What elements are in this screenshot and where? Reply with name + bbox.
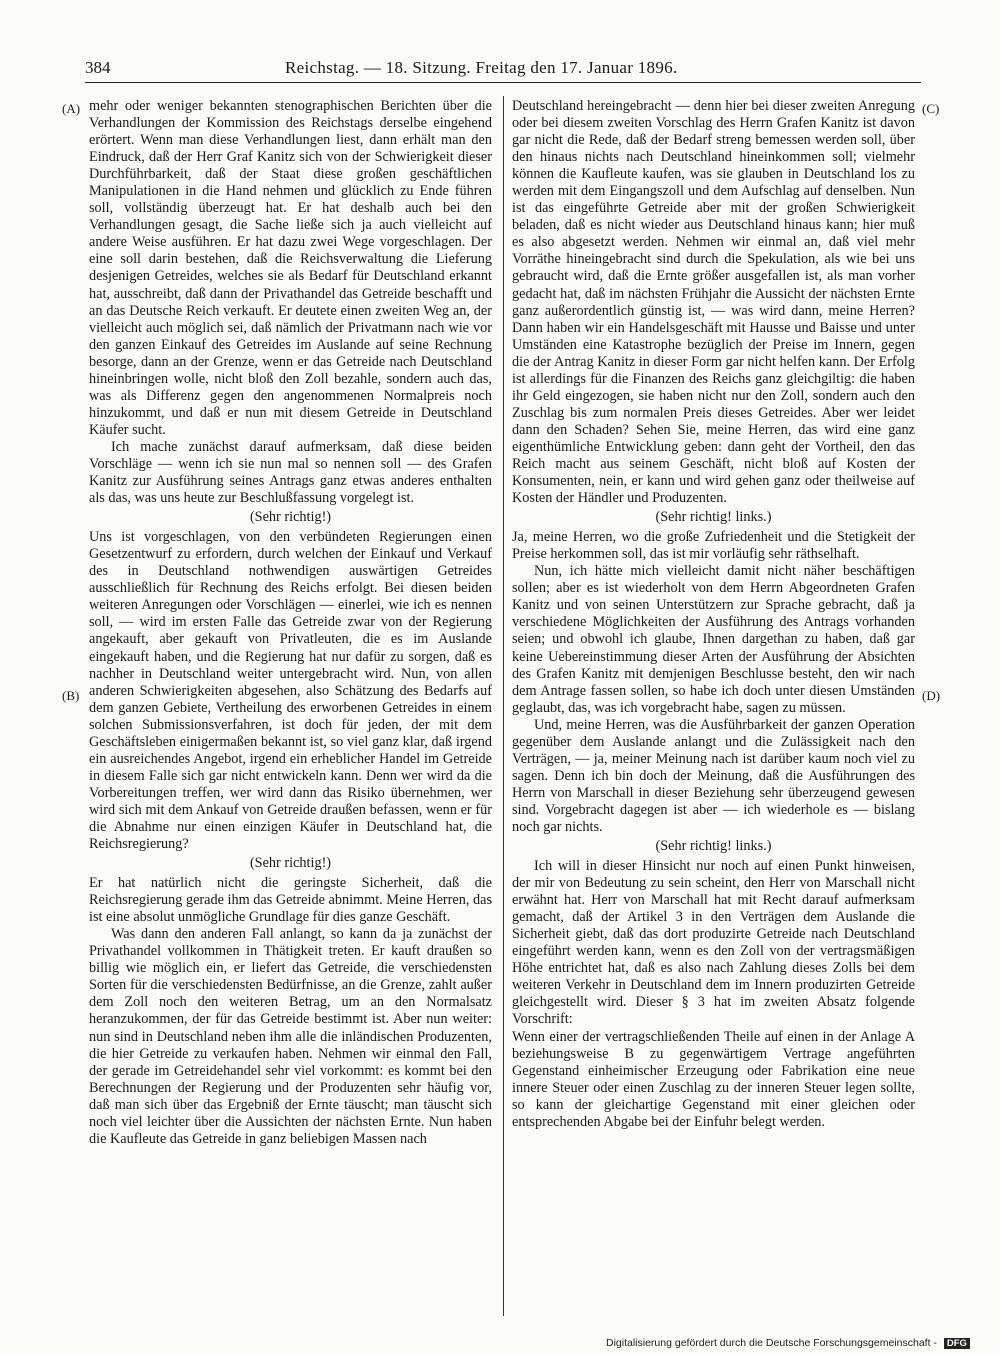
right-column <box>512 98 915 1131</box>
left-column <box>89 98 492 1148</box>
paragraph: Uns ist vorgeschlagen, von den verbündeten Regierungen einen Gesetzentwurf zu erfordern, durch welchen der Einkauf und Verkauf des in Deutschland nothwendigen auswärtigen Getreides ausschließlich für Rechnung des Reichs erfolgt. Bei diesen beiden weiteren Anregungen oder Vorschlägen — einerlei, wie ich es nennen soll, — wird im ersten Falle das Getreide zwar von der Regierung angekauft, aber gekauft von Privatleuten, die es im Auslande eingekauft haben, und die Regierung hat nur dafür zu sorgen, daß es nachher in Deutschland weiter untergebracht wird. Nun, von allen anderen Schwierigkeiten abgesehen, also Schätzung des Bedarfs auf dem ganzen Gebiete, Vertheilung des erworbenen Getreides in einem solchen Submissionsverfahren, ist doch für jeden, der mit dem Geschäftsleben einigermaßen bekannt ist, so viel ganz klar, daß irgend ein ausreichendes Angebot, irgend ein erheblicher Handel im Getreide in diesem Falle sich gar nicht entwickeln kann. Denn wer wird da die Vorbereitungen treffen, wer wird dann das Risiko übernehmen, wer wird sich mit dem Ankauf von Getreide draußen befassen, wenn er für die Abnahme nur einen einzigen Käufer in Deutschland hat, die Reichsregierung? <box>89 529 492 853</box>
interjection: (Sehr richtig!) <box>249 509 332 526</box>
running-head: Reichstag. — 18. Sitzung. Freitag den 17. Januar 1896. <box>285 58 678 77</box>
footer-text: Digitalisierung gefördert durch die Deutsche Forschungsgemeinschaft - <box>606 1337 937 1349</box>
interjection: (Sehr richtig!) <box>249 855 332 872</box>
paragraph: Ich will in dieser Hinsicht nur noch auf einen Punkt hinweisen, der mir von Bedeutung zu sein scheint, den Herr von Marschall nicht erwähnt hat. Herr von Marschall hat mit Recht darauf aufmerksam gemacht, daß der Artikel 3 in den Verträgen dem Auslande die Sicherheit giebt, daß das dort produzirte Getreide nach Deutschland eingeführt werden kann, wenn es den Zoll von der vertragsmäßigen Höhe entrichtet hat, daß es also nach Zahlung dieses Zolls bei dem weiteren Verkehr in Deutschland dem im Innern produzirten Getreide gleichgestellt wird. Dieser § 3 hat im zweiten Absatz folgende Vorschrift: <box>512 858 915 1028</box>
digitization-footer <box>606 1337 970 1351</box>
paragraph: Ich mache zunächst darauf aufmerksam, daß diese beiden Vorschläge — wenn ich sie nun mal so nennen soll — des Grafen Kanitz zur Ausführung seines Antrags ganz etwas anderes enthalten als das, was uns heute zur Beschlußfassung vorgelegt ist. <box>89 438 492 507</box>
quoted-provision: Wenn einer der vertragschließenden Theile auf einen in der Anlage A beziehungsweise B zu gegenwärtigem Vertrage angeführten Gegenstand einheimischer Erzeugung oder Fabrikation eine neue innere Steuer oder einen Zuschlag zu der inneren Steuer legen sollte, so kann der gleichartige Gegenstand mit einer gleichen oder entsprechenden Abgabe bei der Einfuhr belegt werden. <box>512 1028 915 1130</box>
margin-letter-b: (B) <box>62 688 80 703</box>
paragraph: Deutschland hereingebracht — denn hier bei dieser zweiten Anregung oder bei diesem zweiten Vorschlag des Herrn Grafen Kanitz ist davon gar nicht die Rede, daß der Bedarf streng bemessen werden soll, über den hinaus nichts nach Deutschland hineinkommen soll; vielmehr können die Kaufleute kaufen, was sie glauben in Deutschland los zu werden mit dem Eingangszoll und dem Aufschlag auf denselben. Nun ist das eingeführte Getreide aber mit der großen Schwierigkeit beladen, daß es nicht wieder aus Deutschland hinaus kann; hier muß es also abgesetzt werden. Nehmen wir einmal an, daß viel mehr Vorräthe hineingebracht sind durch die Spekulation, als wie bei uns gebraucht wird, daß die Ernte größer ausgefallen ist, als man vorher gedacht hat, daß im nächsten Frühjahr die Aussicht der nächsten Ernte ganz außerordentlich günstig ist, — was wird dann, meine Herren? Dann haben wir ein Handelsgeschäft mit Hausse und Baisse und unter Umständen eine Katastrophe bezüglich der Preise im Innern, gegen die der Antrag Kanitz in dieser Form gar nicht helfen kann. Der Erfolg ist allerdings für die Finanzen des Reichs ganz gleichgiltig: die haben ihr Geld eingezogen, sie haben nicht nur den Zoll, sondern auch den Zuschlag bis zum normalen Preis dieses Getreides. Aber wer leidet dann den Schaden? Sehen Sie, meine Herren, das wird eine ganz eigenthümliche Entwicklung geben: dann geht der Vortheil, den das Reich macht aus seinem Geschäft, nicht bloß auf Kosten der Konsumenten, nein, er kann und wird gehen ganz oder theilweise auf Kosten der Händler und Produzenten. <box>512 98 915 507</box>
paragraph: Er hat natürlich nicht die geringste Sicherheit, daß die Reichsregierung gerade ihm das Getreide abnimmt. Meine Herren, das ist eine absolut unmögliche Grundlage für dies ganze Geschäft. <box>89 875 492 926</box>
interjection: (Sehr richtig! links.) <box>655 838 772 855</box>
paragraph: Nun, ich hätte mich vielleicht damit nicht näher beschäftigen sollen; aber es ist wiederholt von dem Herrn Abgeordneten Grafen Kanitz und von seinen Unterstützern zur Sprache gebracht, daß ja verschiedene Möglichkeiten der Ausführung des Antrags vorhanden seien; und obwohl ich glaube, Ihnen dargethan zu haben, daß gar keine Uebereinstimmung dieser Arten der Ausführung der Absichten des Grafen Kanitz mit demjenigen Beschlusse besteht, den wir nach dem Antrage fassen sollen, so habe ich doch unter diesen Umständen geglaubt, das, was ich vorgebracht habe, sagen zu müssen. <box>512 563 915 716</box>
page-number: 384 <box>85 58 111 77</box>
margin-letter-c: (C) <box>922 101 940 116</box>
margin-letter-d: (D) <box>922 688 941 703</box>
paragraph: Was dann den anderen Fall anlangt, so kann da ja zunächst der Privathandel vollkommen in Thätigkeit treten. Er kauft draußen so billig wie möglich ein, er liefert das Getreide, die verschiedensten Sorten für die verschiedensten Bedürfnisse, an die Grenze, zahlt außer dem Zoll noch den weiteren Betrag, um an den Normalsatz heranzukommen, der für das Getreide bestimmt ist. Aber nun weiter: nun sind in Deutschland neben ihm alle die inländischen Produzenten, die hier Getreide zu verkaufen haben. Nehmen wir einmal den Fall, der gerade im Getreidehandel sehr viel vorkommt: es kommt bei den Berechnungen der Regierung und der Produzenten sehr häufig vor, daß man sich über das Ergebniß der Ernte täuscht; man täuscht sich noch viel leichter über die Aussichten der nächsten Ernte. Nun haben die Kaufleute das Getreide in ganz beliebigen Massen nach <box>89 926 492 1147</box>
margin-letter-a: (A) <box>62 101 81 116</box>
paragraph: Und, meine Herren, was die Ausführbarkeit der ganzen Operation gegenüber dem Auslande anlangt und die Zulässigkeit nach den Verträgen, — ja, meiner Meinung nach ist darüber kaum noch viel zu sagen. Denn ich bin doch der Meinung, daß die Ausführungen des Herrn von Marschall in dieser Beziehung sehr überzeugend gewesen sind. Vorgebracht dagegen ist aber — ich wiederhole es — bislang noch gar nichts. <box>512 716 915 835</box>
page-header <box>85 58 921 83</box>
column-divider <box>503 96 504 1316</box>
interjection: (Sehr richtig! links.) <box>655 509 772 526</box>
dfg-logo: DFG <box>944 1338 970 1349</box>
paragraph: mehr oder weniger bekannten stenographischen Berichten über die Verhandlungen der Kommission des Reichstags derselbe eingehend erörtert. Wenn man diese Verhandlungen liest, dann erhält man den Eindruck, daß der Herr Graf Kanitz sich von der Schwierigkeit dieser Durchführbarkeit, daß der Staat diese großen geschäftlichen Manipulationen in die Hand nehmen und glücklich zu Ende führen soll, vollständig überzeugt hat. Er hat deshalb auch bei den Verhandlungen gesagt, die Sache ließe sich ja auch vielleicht auf andere Weise ausführen. Er hat dazu zwei Wege vorgeschlagen. Der eine soll darin bestehen, daß die Reichsverwaltung die Lieferung desjenigen Getreides, welches sie als Bedarf für Deutschland erkannt hat, ausschreibt, daß dann der Privathandel das Getreide beschafft und an das Deutsche Reich verkauft. Er deutete einen zweiten Weg an, der vielleicht auch möglich sei, daß nämlich der Privatmann nach wie vor den ganzen Einkauf des Getreides im Auslande auf seine Rechnung besorge, dann an der Grenze, wenn er das Getreide nach Deutschland hineinbringen wolle, nicht bloß den Zoll bezahle, sondern auch das, was als Differenz gegen den angenommenen Normalpreis noch hinzukommt, und daß er nun mit diesem Getreide in Deutschland Käufer sucht. <box>89 98 492 438</box>
paragraph: Ja, meine Herren, wo die große Zufriedenheit und die Stetigkeit der Preise herkommen soll, das ist mir vorläufig sehr räthselhaft. <box>512 529 915 563</box>
